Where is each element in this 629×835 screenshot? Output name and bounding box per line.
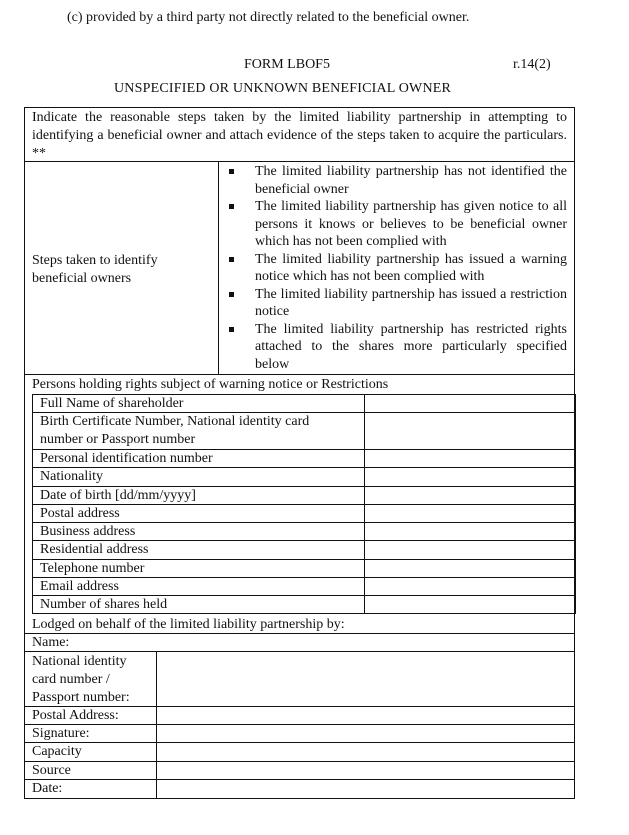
field-personal-id: Personal identification number — [40, 451, 213, 466]
lodged-heading: Lodged on behalf of the limited liability partnership by: — [32, 617, 345, 632]
form-title: UNSPECIFIED OR UNKNOWN BENEFICIAL OWNER — [114, 81, 452, 96]
divider — [156, 651, 157, 799]
step-item: The limited liability partnership has issued a restriction notice — [226, 286, 567, 321]
rule-reference: r.14(2) — [513, 57, 551, 72]
row-line — [24, 779, 575, 780]
lodge-source: Source — [32, 763, 71, 778]
divider — [24, 374, 575, 375]
field-nationality: Nationality — [40, 469, 103, 484]
lodge-signature: Signature: — [32, 726, 90, 741]
bullet-icon — [229, 204, 234, 209]
intro-line: (c) provided by a third party not directly related to the beneficial owner. — [67, 10, 470, 25]
row-line — [24, 742, 575, 743]
lodge-name: Name: — [32, 635, 70, 650]
steps-label: Steps taken to identify beneficial owners — [32, 253, 158, 286]
field-date-of-birth: Date of birth [dd/mm/yyyy] — [40, 488, 196, 503]
field-shares-held: Number of shares held — [40, 597, 168, 612]
row-line — [32, 467, 576, 468]
lodge-date: Date: — [32, 781, 63, 796]
lodge-capacity: Capacity — [32, 744, 82, 759]
field-residential-address: Residential address — [40, 542, 149, 557]
field-business-address: Business address — [40, 524, 136, 539]
step-item: The limited liability partnership has not identified the beneficial owner — [226, 163, 567, 198]
field-postal-address: Postal address — [40, 506, 120, 521]
row-line — [24, 633, 575, 634]
step-item: The limited liability partnership has given notice to all persons it knows or believes to be beneficial owner which has not been complied with — [226, 198, 567, 251]
row-line — [24, 724, 575, 725]
lodge-id-number: National identity card number / Passport number: — [32, 654, 130, 705]
bullet-icon — [229, 169, 234, 174]
step-item: The limited liability partnership has restricted rights attached to the shares more particularly specified below — [226, 321, 567, 374]
field-email: Email address — [40, 579, 119, 594]
bullet-icon — [229, 292, 234, 297]
bullet-icon — [229, 257, 234, 262]
steps-list — [226, 163, 567, 373]
row-line — [24, 761, 575, 762]
step-item: The limited liability partnership has issued a warning notice which has not been complied with — [226, 251, 567, 286]
field-id-number: Birth Certificate Number, National identity card number or Passport number — [40, 414, 310, 447]
instruction-text: Indicate the reasonable steps taken by the limited liability partnership in attempting to identifying a beneficial owner and attach evidence of the steps taken to acquire the particulars. ** — [32, 110, 567, 161]
divider — [218, 161, 219, 374]
field-telephone: Telephone number — [40, 561, 145, 576]
persons-heading: Persons holding rights subject of warning notice or Restrictions — [32, 377, 389, 392]
field-full-name: Full Name of shareholder — [40, 396, 184, 411]
row-line — [24, 651, 575, 652]
bullet-icon — [229, 327, 234, 332]
form-code: FORM LBOF5 — [244, 57, 330, 72]
lodge-postal-address: Postal Address: — [32, 708, 119, 723]
divider — [24, 161, 575, 162]
